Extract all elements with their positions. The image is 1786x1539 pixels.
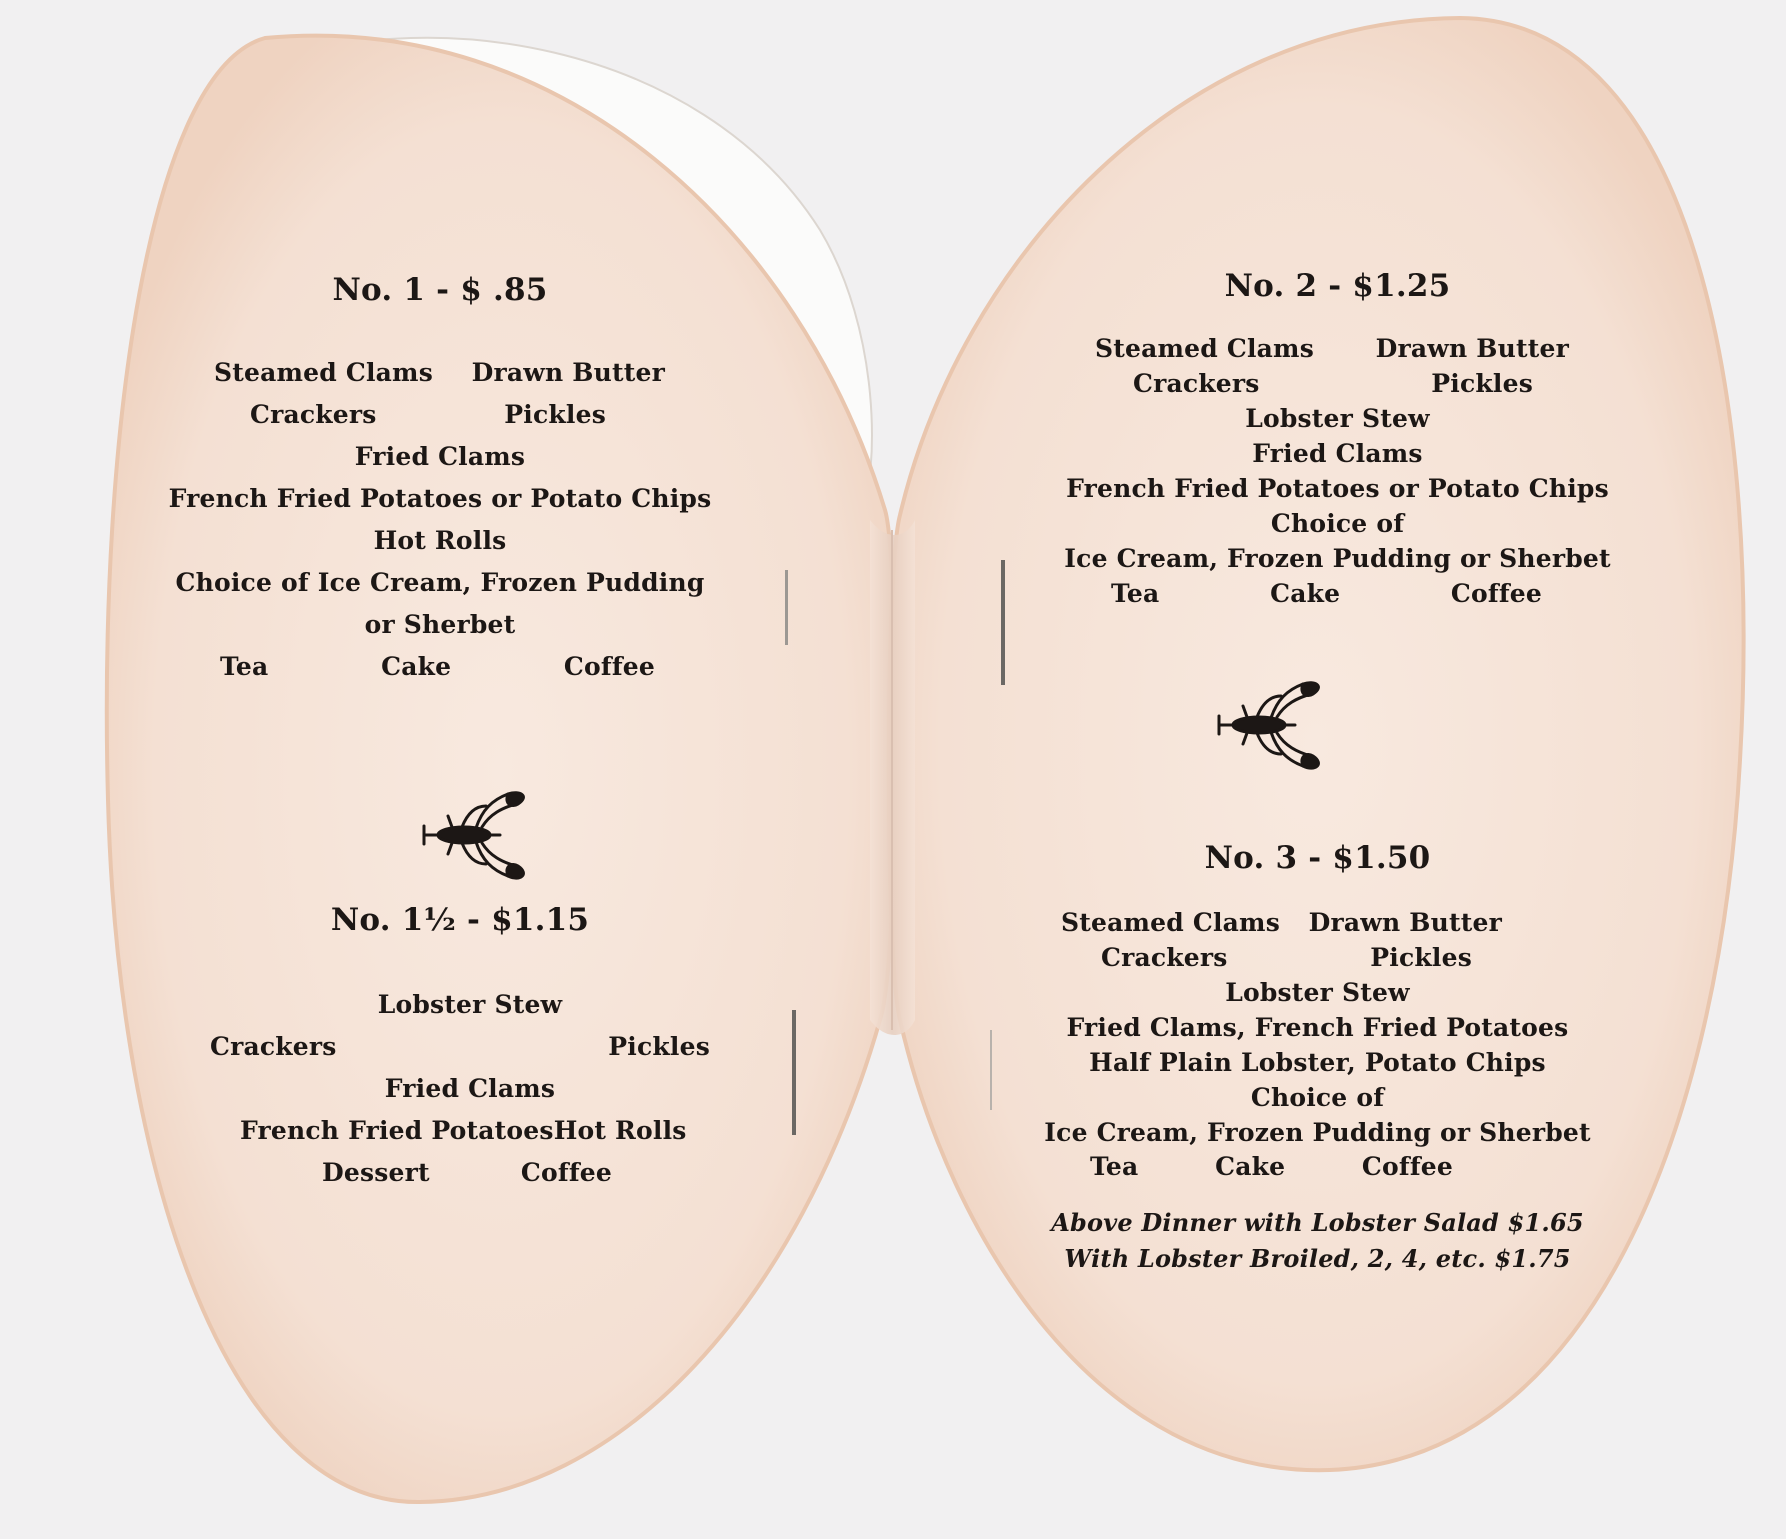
menu-2-row: Tea Cake Coffee — [1111, 579, 1542, 608]
menu-1-heading: No. 1 - $ .85 — [332, 272, 548, 308]
menu-2-line: Choice of — [1270, 509, 1405, 538]
menu-2-heading: No. 2 - $1.25 — [1224, 268, 1451, 304]
menu-3-note: Above Dinner with Lobster Salad $1.65 — [1051, 1208, 1584, 1237]
menu-2-row: Steamed Clams Drawn Butter — [1095, 334, 1569, 363]
menu-2-line: Fried Clams — [1252, 439, 1423, 468]
menu-3-line: Ice Cream, Frozen Pudding or Sherbet — [1044, 1118, 1591, 1147]
menu-3-row: Tea Cake Coffee — [1090, 1152, 1453, 1181]
menu-3-line: Fried Clams, French Fried Potatoes — [1066, 1013, 1569, 1042]
staple-icon — [990, 1030, 992, 1110]
menu-1-line: Fried Clams — [354, 442, 526, 471]
right-page — [1015, 260, 1610, 1280]
menu-1-line: Hot Rolls — [373, 526, 507, 555]
menu-2-line: Ice Cream, Frozen Pudding or Sherbet — [1064, 544, 1611, 573]
menu-3-line: Half Plain Lobster, Potato Chips — [1089, 1048, 1546, 1077]
lobster-icon — [420, 790, 535, 885]
staple-icon — [1001, 560, 1005, 685]
menu-1-line: French Fried Potatoes or Potato Chips — [168, 484, 712, 513]
menu-1-5-heading: No. 1½ - $1.15 — [330, 902, 590, 938]
menu-1-line: or Sherbet — [364, 610, 516, 639]
menu-2-line: Lobster Stew — [1245, 404, 1430, 433]
menu-1-5-row: French Fried Potatoes Hot Rolls — [240, 1116, 687, 1145]
menu-3-row: Crackers Pickles — [1101, 943, 1472, 972]
menu-3-line: Lobster Stew — [1225, 978, 1410, 1007]
menu-3-row: Steamed Clams Drawn Butter — [1061, 908, 1502, 937]
left-page — [170, 260, 710, 1310]
menu-3-note: With Lobster Broiled, 2, 4, etc. $1.75 — [1064, 1244, 1571, 1273]
menu-3-line: Choice of — [1250, 1083, 1385, 1112]
staple-icon — [792, 1010, 796, 1135]
menu-1-row: Tea Cake Coffee — [220, 652, 655, 681]
menu-1-5-row: Crackers Pickles — [210, 1032, 710, 1061]
staple-icon — [785, 570, 788, 645]
menu-1-line: Choice of Ice Cream, Frozen Pudding — [175, 568, 705, 597]
menu-1-5-line: Lobster Stew — [377, 990, 563, 1019]
menu-1-row: Crackers Pickles — [250, 400, 606, 429]
menu-3-heading: No. 3 - $1.50 — [1204, 840, 1431, 876]
menu-1-5-line: Fried Clams — [384, 1074, 556, 1103]
menu-1-row: Steamed Clams Drawn Butter — [214, 358, 665, 387]
lobster-icon — [1215, 680, 1330, 775]
menu-1-5-row: Dessert Coffee — [322, 1158, 612, 1187]
menu-2-line: French Fried Potatoes or Potato Chips — [1066, 474, 1609, 503]
menu-2-row: Crackers Pickles — [1133, 369, 1533, 398]
